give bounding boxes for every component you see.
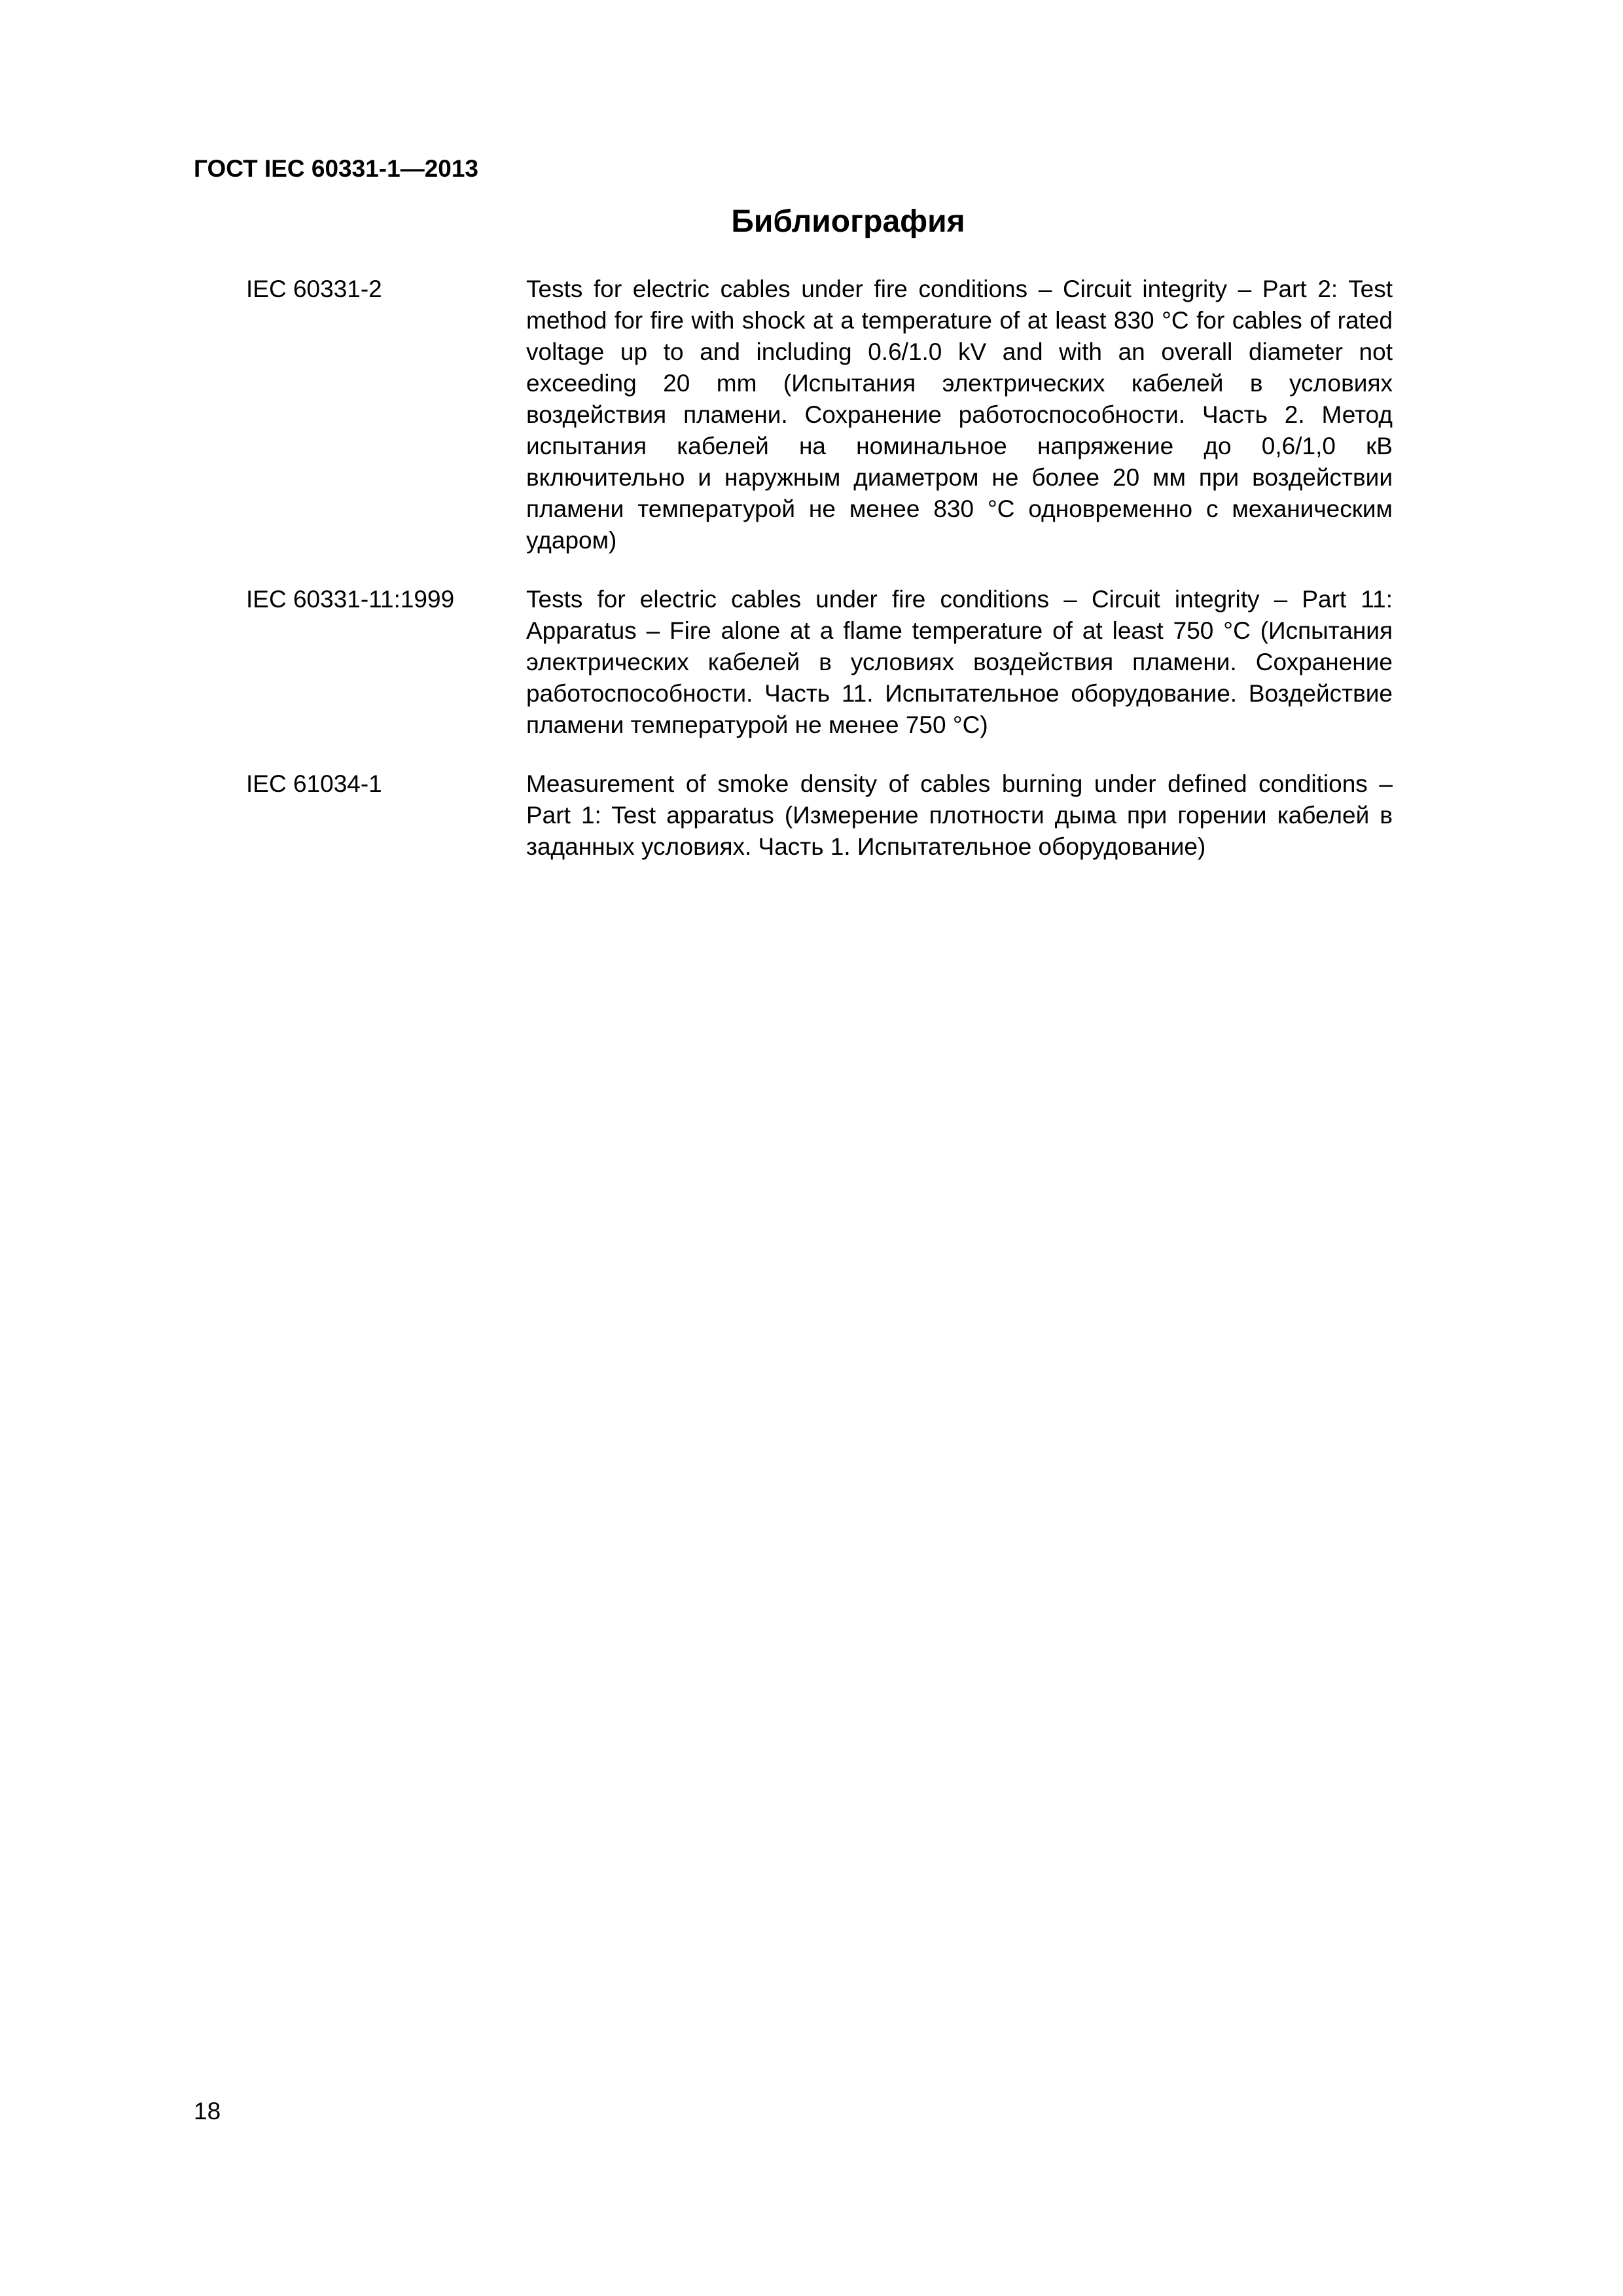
page-number: 18 — [194, 2098, 221, 2125]
bibliography-entry — [194, 768, 1503, 863]
bibliography-entry — [194, 274, 1503, 556]
bibliography-entry-code: IEC 60331-11:1999 — [246, 586, 455, 613]
document-code-header: ГОСТ IEC 60331-1—2013 — [194, 155, 479, 182]
bibliography-entry-text: Measurement of smoke density of cables burning under defined conditions – Part 1: Test apparatus (Измерение плотности дыма при горении кабелей в заданных условиях. Часть 1. Испытательное оборудование) — [526, 770, 1393, 860]
bibliography-entry — [194, 584, 1503, 741]
bibliography-entry-text: Tests for electric cables under fire conditions – Circuit integrity – Part 2: Test method for fire with shock at a temperature of at least 830 °C for cables of rated voltage up to and including 0.6/1.0 kV and with an overall diameter not exceeding 20 mm (Испытания электрических кабелей в условиях воздействия пламени. Сохранение работоспособности. Часть 2. Метод испытания кабелей на номинальное напряжение до 0,6/1,0 кВ включительно и наружным диаметром не более 20 мм при воздействии пламени температурой не менее 830 °С одновременно с механическим ударом) — [526, 276, 1393, 554]
bibliography-entry-text: Tests for electric cables under fire conditions – Circuit integrity – Part 11: Apparatus – Fire alone at a flame temperature of at least 750 °C (Испытания электрических кабелей в условиях воздействия пламени. Сохранение работоспособности. Часть 11. Испытательное оборудование. Воздействие пламени температурой не менее 750 °С) — [526, 586, 1393, 738]
section-title: Библиография — [731, 204, 965, 239]
bibliography-entry-code: IEC 60331-2 — [246, 276, 382, 302]
bibliography-list — [194, 274, 1503, 890]
bibliography-entry-code: IEC 61034-1 — [246, 770, 382, 797]
